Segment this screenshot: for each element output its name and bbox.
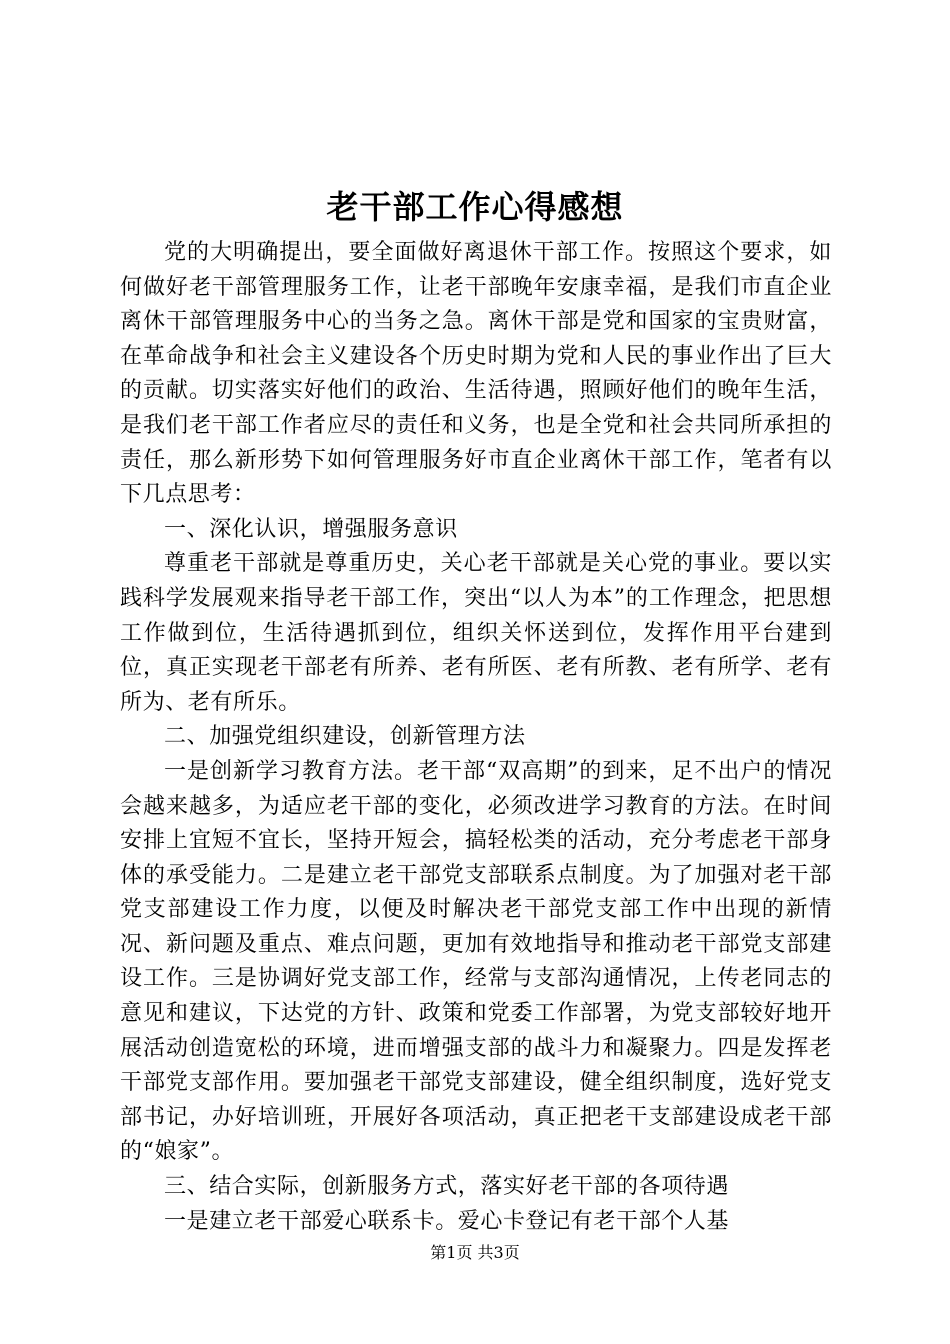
paragraph-section-3: 一是建立老干部爱心联系卡。爱心卡登记有老干部个人基 — [164, 1208, 730, 1234]
section-heading-1: 一、深化认识，增强服务意识 — [164, 516, 458, 542]
paragraph-intro: 党的大明确提出，要全面做好离退休干部工作。按照这个要求，如何做好老干部管理服务工作，让老干部晚年安康幸福，是我们市直企业离休干部管理服务中心的当务之急。离休干部是党和国家的宝贵财富，在革命战争和社会主义建设各个历史时期为党和人民的事业作出了巨大的贡献。切实落实好他们的政治、生活待遇，照顾好他们的晚年生活，是我们老干部工作者应尽的责任和义务，也是全党和社会共同所承担的责任，那么新形势下如何管理服务好市直企业离休干部工作，笔者有以下几点思考： — [120, 240, 832, 508]
page-footer: 第1页 共3页 — [430, 1243, 520, 1262]
document-title: 老干部工作心得感想 — [326, 188, 624, 226]
section-heading-3: 三、结合实际，创新服务方式，落实好老干部的各项待遇 — [164, 1174, 730, 1200]
document-body — [120, 236, 832, 1239]
paragraph-section-2: 一是创新学习教育方法。老干部“双高期”的到来，足不出户的情况会越来越多，为适应老干部的变化，必须改进学习教育的方法。在时间安排上宜短不宜长，坚持开短会，搞轻松类的活动，充分考虑老干部身体的承受能力。二是建立老干部党支部联系点制度。为了加强对老干部党支部建设工作力度，以便及时解决老干部党支部工作中出现的新情况、新问题及重点、难点问题，更加有效地指导和推动老干部党支部建设工作。三是协调好党支部工作，经常与支部沟通情况，上传老同志的意见和建议，下达党的方针、政策和党委工作部署，为党支部较好地开展活动创造宽松的环境，进而增强支部的战斗力和凝聚力。四是发挥老干部党支部作用。要加强老干部党支部建设，健全组织制度，选好党支部书记，办好培训班，开展好各项活动，真正把老干支部建设成老干部的“娘家”。 — [120, 758, 832, 1165]
section-heading-2: 二、加强党组织建设，创新管理方法 — [164, 724, 526, 750]
paragraph-section-1: 尊重老干部就是尊重历史，关心老干部就是关心党的事业。要以实践科学发展观来指导老干部工作，突出“以人为本”的工作理念，把思想工作做到位，生活待遇抓到位，组织关怀送到位，发挥作用平台建到位，真正实现老干部老有所养、老有所医、老有所教、老有所学、老有所为、老有所乐。 — [120, 551, 832, 715]
